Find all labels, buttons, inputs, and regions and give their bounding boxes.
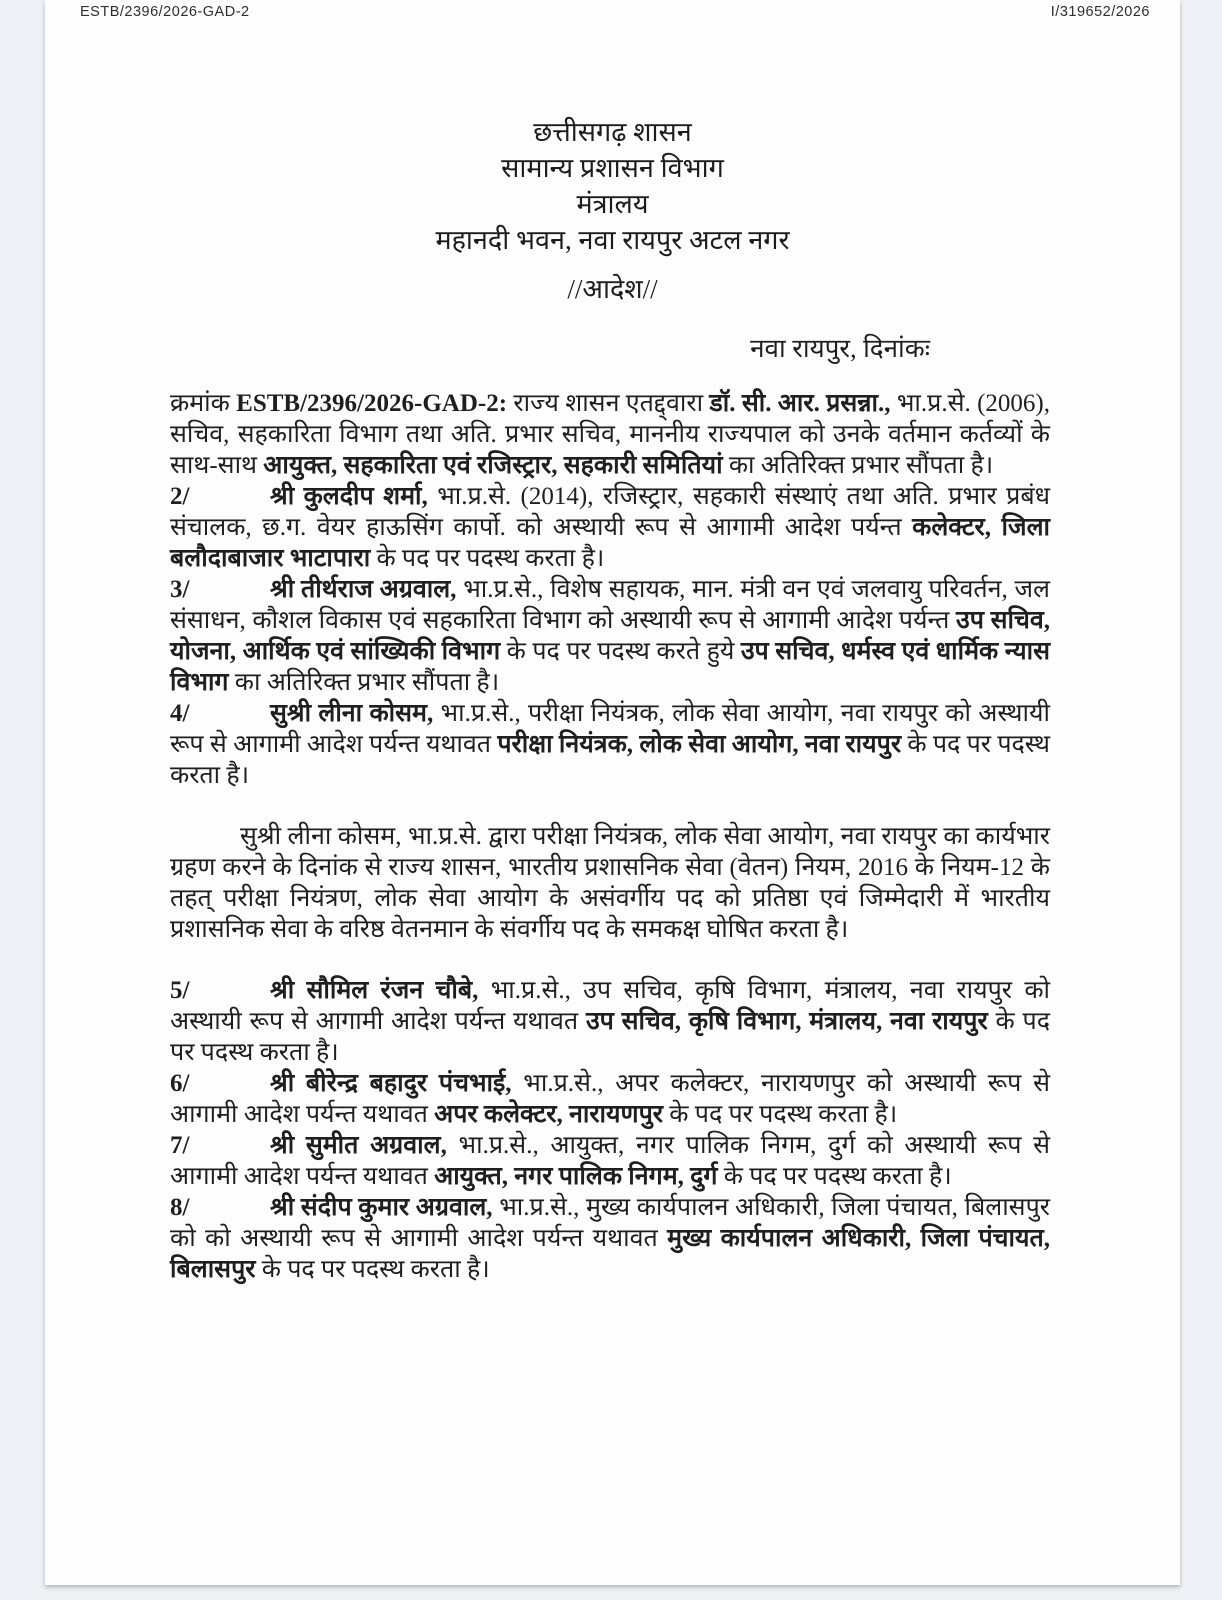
paragraph-text: क्रमांक ESTB/2396/2026-GAD-2: राज्य शासन एतद्द्वारा डॉ. सी. आर. प्रसन्ना., भा.प्र.से. (2006), सचिव, सहकारिता विभाग तथा अति. प्रभार सचिव, माननीय राज्यपाल को उनके वर्तमान कर्तव्यों के साथ-साथ आयुक्त, सहकारिता एवं रजिस्ट्रार, सहकारी समितियां का अतिरिक्त प्रभार सौंपता है। [170,390,1050,479]
file-number-left: ESTB/2396/2026-GAD-2 [80,4,250,20]
order-title: //आदेश// [567,274,658,304]
paragraph-text: श्री कुलदीप शर्मा, भा.प्र.से. (2014), रजिस्ट्रार, सहकारी संस्थाएं तथा अति. प्रभार प्रबंध संचालक, छ.ग. वेयर हाऊसिंग कार्पो. को अस्थायी रूप से आगामी आदेश पर्यन्त कलेक्टर, जिला बलौदाबाजार भाटापारा के पद पर पदस्थ करता है। [170,483,1051,572]
paragraph-text: सुश्री लीना कोसम, भा.प्र.से. द्वारा परीक्षा नियंत्रक, लोक सेवा आयोग, नवा रायपुर का कार्यभार ग्रहण करने के दिनांक से राज्य शासन, भारतीय प्रशासनिक सेवा (वेतन) नियम, 2016 के नियम-12 के तहत् परीक्षा नियंत्रण, लोक सेवा आयोग के असंवर्गीय पद को प्रतिष्ठा एवं जिम्मेदारी में भारतीय प्रशासनिक सेवा के वरिष्ठ वेतनमान के संवर्गीय पद के समकक्ष घोषित करता है। [170,823,1050,943]
paragraph-text: श्री सुमीत अग्रवाल, भा.प्र.से., आयुक्त, नगर पालिक निगम, दुर्ग को अस्थायी रूप से आगामी आदेश पर्यन्त यथावत आयुक्त, नगर पालिक निगम, दुर्ग के पद पर पदस्थ करता है। [170,1132,1051,1190]
order-paragraph [170,481,1050,574]
paragraph-text: श्री बीरेन्द्र बहादुर पंचभाई, भा.प्र.से., अपर कलेक्टर, नारायणपुर को अस्थायी रूप से आगामी आदेश पर्यन्त यथावत अपर कलेक्टर, नारायणपुर के पद पर पदस्थ करता है। [170,1070,1050,1128]
order-paragraph [170,975,1050,1068]
letterhead-address: महानदी भवन, नवा रायपुर अटल नगर [435,225,790,255]
order-paragraph [170,388,1050,481]
letterhead [45,114,1180,258]
paragraph-text: श्री संदीप कुमार अग्रवाल, भा.प्र.से., मुख्य कार्यपालन अधिकारी, जिला पंचायत, बिलासपुर को को अस्थायी रूप से आगामी आदेश पर्यन्त यथावत मुख्य कार्यपालन अधिकारी, जिला पंचायत, बिलासपुर के पद पर पदस्थ करता है। [170,1194,1051,1283]
order-paragraph [170,1068,1050,1130]
order-paragraph [170,1130,1050,1192]
paragraph-number: 7/ [170,1132,190,1159]
order-paragraph [170,574,1050,698]
paragraph-text: श्री सौमिल रंजन चौबे, भा.प्र.से., उप सचिव, कृषि विभाग, मंत्रालय, नवा रायपुर को अस्थायी रूप से आगामी आदेश पर्यन्त यथावत उप सचिव, कृषि विभाग, मंत्रालय, नवा रायपुर के पद पर पदस्थ करता है। [170,977,1051,1066]
paragraph-number: 6/ [170,1070,190,1097]
letterhead-government: छत्तीसगढ़ शासन [533,117,692,147]
paragraph-number: 2/ [170,483,190,510]
paragraph-number: 5/ [170,977,190,1004]
page-header [45,0,1180,24]
file-number-right: I/319652/2026 [1050,4,1150,20]
letterhead-office: मंत्रालय [576,189,649,219]
paragraph-number: 8/ [170,1194,190,1221]
paragraph-text: सुश्री लीना कोसम, भा.प्र.से., परीक्षा नियंत्रक, लोक सेवा आयोग, नवा रायपुर को अस्थायी रूप से आगामी आदेश पर्यन्त यथावत परीक्षा नियंत्रक, लोक सेवा आयोग, नवा रायपुर के पद पर पदस्थ करता है। [170,700,1050,789]
order-paragraph [170,1192,1050,1285]
place-date-line: नवा रायपुर, दिनांकः [750,334,930,363]
document-body [45,388,1180,1285]
paragraph-text: श्री तीर्थराज अग्रवाल, भा.प्र.से., विशेष सहायक, मान. मंत्री वन एवं जलवायु परिवर्तन, जल संसाधन, कौशल विकास एवं सहकारिता विभाग को अस्थायी रूप से आगामी आदेश पर्यन्त उप सचिव, योजना, आर्थिक एवं सांख्यिकी विभाग के पद पर पदस्थ करते हुये उप सचिव, धर्मस्व एवं धार्मिक न्यास विभाग का अतिरिक्त प्रभार सौंपता है। [170,576,1051,696]
order-paragraph [170,698,1050,791]
paragraph-number: 3/ [170,576,190,603]
document-page [45,0,1180,1585]
letterhead-department: सामान्य प्रशासन विभाग [501,153,724,183]
order-paragraph [170,821,1050,945]
paragraph-number: 4/ [170,700,190,727]
